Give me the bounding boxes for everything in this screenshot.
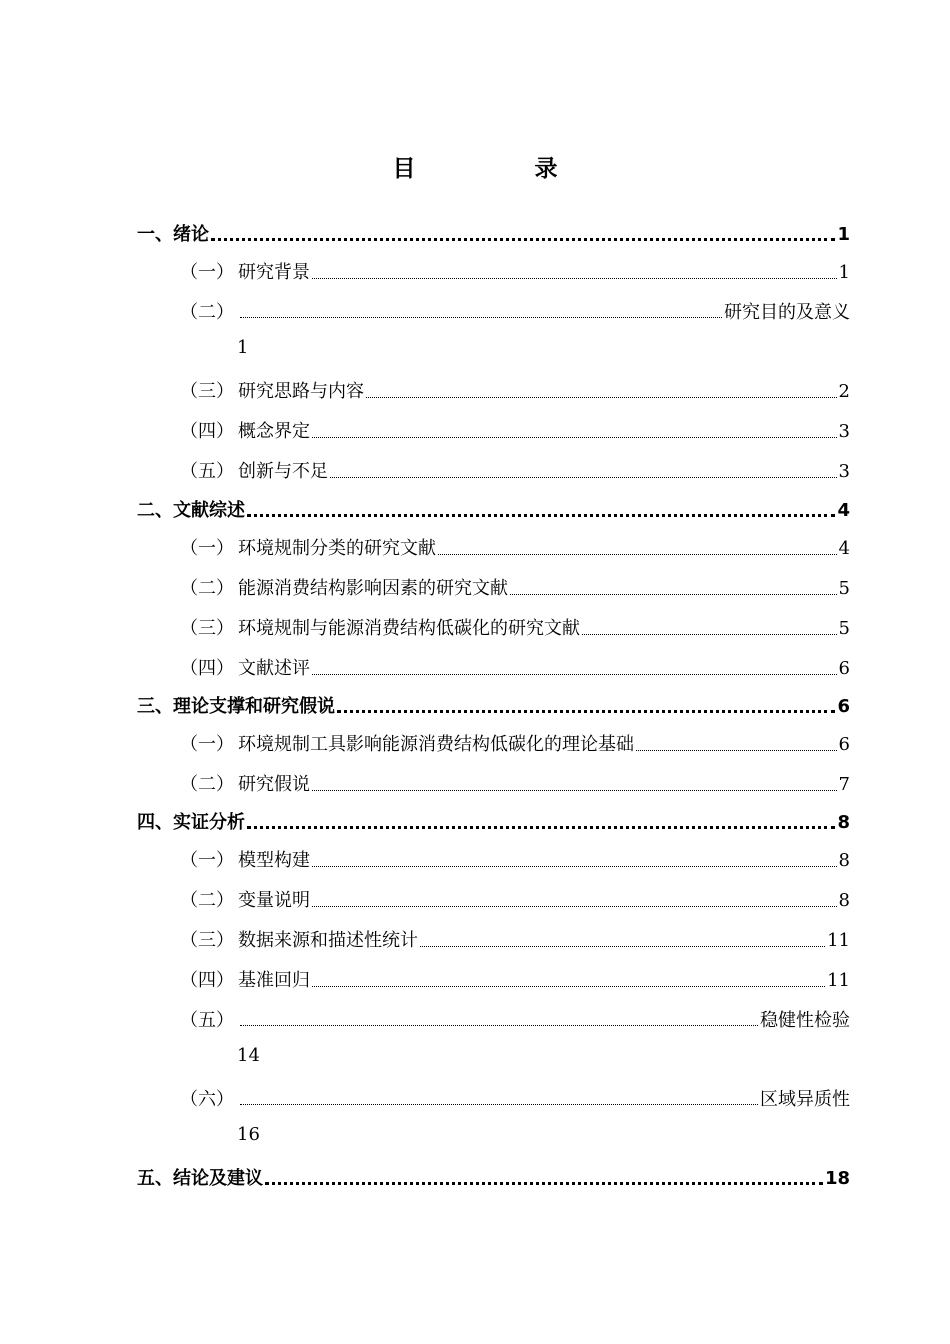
toc-prefix: （一） bbox=[180, 734, 234, 755]
toc-leader bbox=[420, 946, 825, 947]
toc-leader bbox=[438, 554, 837, 555]
toc-page-number: 4 bbox=[837, 500, 850, 521]
toc-leader bbox=[247, 826, 835, 829]
toc-leader bbox=[312, 674, 837, 675]
toc-entry-1-1[interactable] bbox=[180, 258, 850, 284]
toc-leader bbox=[312, 437, 837, 438]
toc-page-number: 1 bbox=[837, 224, 850, 245]
toc-prefix: （四） bbox=[180, 421, 234, 442]
toc-entry-2-1[interactable] bbox=[180, 534, 850, 560]
toc-page-number: 1 bbox=[838, 262, 850, 283]
toc-page-number: 6 bbox=[838, 734, 850, 755]
toc-entry-4-6[interactable] bbox=[180, 1085, 850, 1111]
toc-label: 四、实证分析 bbox=[137, 812, 245, 833]
toc-entry-chapter-5[interactable] bbox=[137, 1164, 850, 1190]
toc-page-number: 2 bbox=[838, 381, 850, 402]
toc-leader bbox=[510, 594, 837, 595]
toc-entry-4-5[interactable] bbox=[180, 1006, 850, 1032]
toc-leader bbox=[211, 238, 835, 241]
toc-prefix: （三） bbox=[180, 381, 234, 402]
toc-entry-1-4[interactable] bbox=[180, 417, 850, 443]
toc-entry-chapter-3[interactable] bbox=[137, 692, 850, 718]
toc-label: 基准回归 bbox=[238, 970, 310, 991]
toc-entry-1-2[interactable] bbox=[180, 298, 850, 324]
toc-page-number: 11 bbox=[827, 970, 850, 991]
toc-label: 创新与不足 bbox=[238, 461, 328, 482]
toc-page-number: 1 bbox=[237, 337, 249, 358]
toc-prefix: （一） bbox=[180, 850, 234, 871]
toc-entry-1-5[interactable] bbox=[180, 457, 850, 483]
toc-prefix: （三） bbox=[180, 930, 234, 951]
toc-label: 研究思路与内容 bbox=[238, 381, 364, 402]
toc-prefix: （三） bbox=[180, 618, 234, 639]
toc-leader bbox=[312, 906, 837, 907]
toc-prefix: （二） bbox=[180, 890, 234, 911]
toc-entry-3-1[interactable] bbox=[180, 730, 850, 756]
toc-page-number: 5 bbox=[838, 618, 850, 639]
toc-entry-3-2[interactable] bbox=[180, 770, 850, 796]
toc-label: 研究背景 bbox=[238, 262, 310, 283]
toc-label: 五、结论及建议 bbox=[137, 1168, 263, 1189]
toc-entry-2-2[interactable] bbox=[180, 574, 850, 600]
toc-prefix: （二） bbox=[180, 302, 234, 323]
toc-label: 概念界定 bbox=[238, 421, 310, 442]
toc-leader bbox=[312, 278, 837, 279]
toc-entry-4-1[interactable] bbox=[180, 846, 850, 872]
toc-page-number: 4 bbox=[838, 538, 850, 559]
toc-page-number: 14 bbox=[237, 1045, 260, 1066]
toc-prefix: （六） bbox=[180, 1089, 234, 1110]
toc-label: 变量说明 bbox=[238, 890, 310, 911]
toc-page-number: 11 bbox=[827, 930, 850, 951]
toc-leader bbox=[582, 634, 837, 635]
toc-prefix: （一） bbox=[180, 538, 234, 559]
toc-label: 能源消费结构影响因素的研究文献 bbox=[238, 578, 508, 599]
toc-leader bbox=[240, 1104, 758, 1105]
toc-page-number: 6 bbox=[837, 696, 850, 717]
toc-entry-2-4[interactable] bbox=[180, 654, 850, 680]
toc-label: 一、绪论 bbox=[137, 224, 209, 245]
toc-label: 环境规制分类的研究文献 bbox=[238, 538, 436, 559]
toc-label: 文献述评 bbox=[238, 658, 310, 679]
toc-page-number: 8 bbox=[838, 890, 850, 911]
toc-entry-chapter-1[interactable] bbox=[137, 220, 850, 246]
toc-leader bbox=[265, 1182, 823, 1185]
toc-entry-chapter-2[interactable] bbox=[137, 496, 850, 522]
toc-label: 环境规制工具影响能源消费结构低碳化的理论基础 bbox=[238, 734, 634, 755]
toc-page-number: 5 bbox=[838, 578, 850, 599]
toc-page-number: 3 bbox=[838, 461, 850, 482]
toc-page-number: 7 bbox=[838, 774, 850, 795]
toc-leader bbox=[337, 710, 835, 713]
toc-leader bbox=[312, 790, 837, 791]
toc-entry-2-3[interactable] bbox=[180, 614, 850, 640]
toc-label: 模型构建 bbox=[238, 850, 310, 871]
toc-label: 区域异质性 bbox=[760, 1089, 850, 1110]
toc-leader bbox=[312, 986, 825, 987]
toc-label: 研究目的及意义 bbox=[724, 302, 850, 323]
toc-leader bbox=[240, 317, 722, 318]
toc-entry-chapter-4[interactable] bbox=[137, 808, 850, 834]
toc-prefix: （四） bbox=[180, 658, 234, 679]
toc-prefix: （二） bbox=[180, 578, 234, 599]
toc-prefix: （五） bbox=[180, 461, 234, 482]
toc-entry-1-3[interactable] bbox=[180, 377, 850, 403]
toc-prefix: （四） bbox=[180, 970, 234, 991]
toc-page-number: 8 bbox=[838, 850, 850, 871]
toc-label: 稳健性检验 bbox=[760, 1010, 850, 1031]
toc-prefix: （五） bbox=[180, 1010, 234, 1031]
toc-label: 三、理论支撑和研究假说 bbox=[137, 696, 335, 717]
toc-entry-4-4[interactable] bbox=[180, 966, 850, 992]
toc-page-number: 6 bbox=[838, 658, 850, 679]
toc-page-number: 18 bbox=[824, 1168, 850, 1189]
toc-prefix: （一） bbox=[180, 262, 234, 283]
toc-page-number: 8 bbox=[837, 812, 850, 833]
toc-leader bbox=[366, 397, 837, 398]
toc-label: 环境规制与能源消费结构低碳化的研究文献 bbox=[238, 618, 580, 639]
toc-leader bbox=[247, 514, 835, 517]
toc-page-number: 16 bbox=[237, 1124, 260, 1145]
toc-leader bbox=[240, 1025, 758, 1026]
toc-leader bbox=[312, 866, 837, 867]
toc-page-number: 3 bbox=[838, 421, 850, 442]
toc-leader bbox=[636, 750, 837, 751]
toc-entry-4-2[interactable] bbox=[180, 886, 850, 912]
toc-label: 二、文献综述 bbox=[137, 500, 245, 521]
page-title: 目 录 bbox=[392, 156, 606, 182]
toc-label: 研究假说 bbox=[238, 774, 310, 795]
toc-label: 数据来源和描述性统计 bbox=[238, 930, 418, 951]
toc-prefix: （二） bbox=[180, 774, 234, 795]
toc-entry-4-3[interactable] bbox=[180, 926, 850, 952]
toc-leader bbox=[330, 477, 837, 478]
